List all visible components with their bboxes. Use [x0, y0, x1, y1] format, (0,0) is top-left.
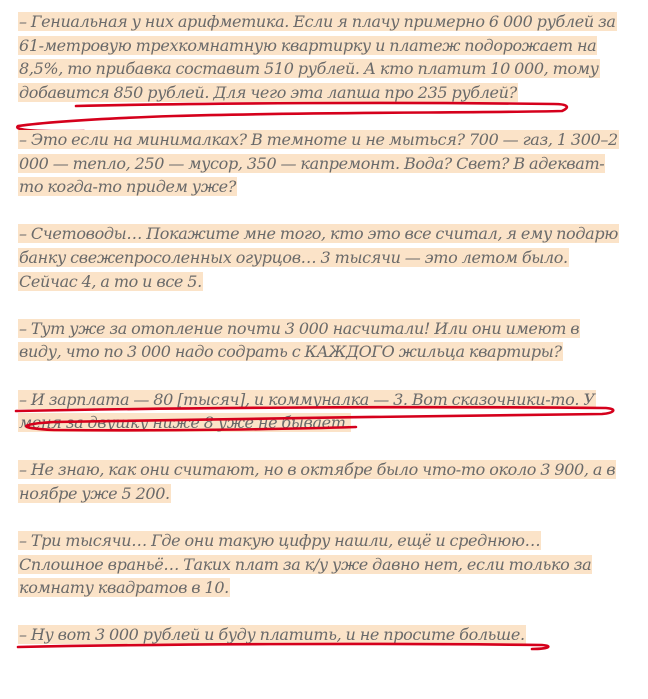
comment-text-8: – Ну вот 3 000 рублей и буду платить, и не просите больше.	[19, 625, 525, 645]
comment-text-2: – Это если на минималках? В темноте и не мыться? 700 — газ, 1 300–2 000 — тепло, 250 — мусор, 350 — капремонт. Вода? Свет? В адекват-то когда-то придем уже?	[19, 129, 618, 197]
comment-paragraph-4	[18, 317, 624, 364]
comment-paragraph-1	[18, 10, 624, 104]
comment-paragraph-7	[18, 529, 624, 600]
comment-paragraph-3	[18, 222, 624, 293]
comment-paragraph-6	[18, 458, 624, 505]
comment-text-1: – Гениальная у них арифметика. Если я плачу примерно 6 000 рублей за 61-метровую трехкомнатную квартирку и платеж подорожает на 8,5%, то прибавка составит 510 рублей. А кто платит 10 000, тому добавится 850 рублей. Для чего эта лапша про 235 рублей?	[19, 12, 616, 102]
comment-text-7: – Три тысячи… Где они такую цифру нашли, ещё и среднюю… Сплошное враньё… Таких плат за к/у уже давно нет, если только за комнату квадратов в 10.	[19, 531, 592, 598]
comments-document	[18, 10, 624, 647]
comment-paragraph-5	[18, 388, 624, 435]
comment-text-4: – Тут уже за отопление почти 3 000 насчитали! Или они имеют в виду, что по 3 000 надо содрать с КАЖДОГО жильца квартиры?	[19, 318, 580, 362]
comment-paragraph-2	[18, 128, 624, 199]
comment-text-6: – Не знаю, как они считают, но в октябре было что-то около 3 900, а в ноябре уже 5 200.	[19, 460, 616, 503]
comment-text-3: – Счетоводы… Покажите мне того, кто это все считал, я ему подарю банку свежепросоленных огурцов… 3 тысячи — это летом было. Сейчас 4, а то и все 5.	[19, 224, 618, 291]
comment-text-5: – И зарплата — 80 [тысяч], и коммуналка — 3. Вот сказочники-то. У меня за двушку ниже 8 уже не бывает.	[19, 389, 595, 433]
comment-paragraph-8	[18, 623, 624, 647]
